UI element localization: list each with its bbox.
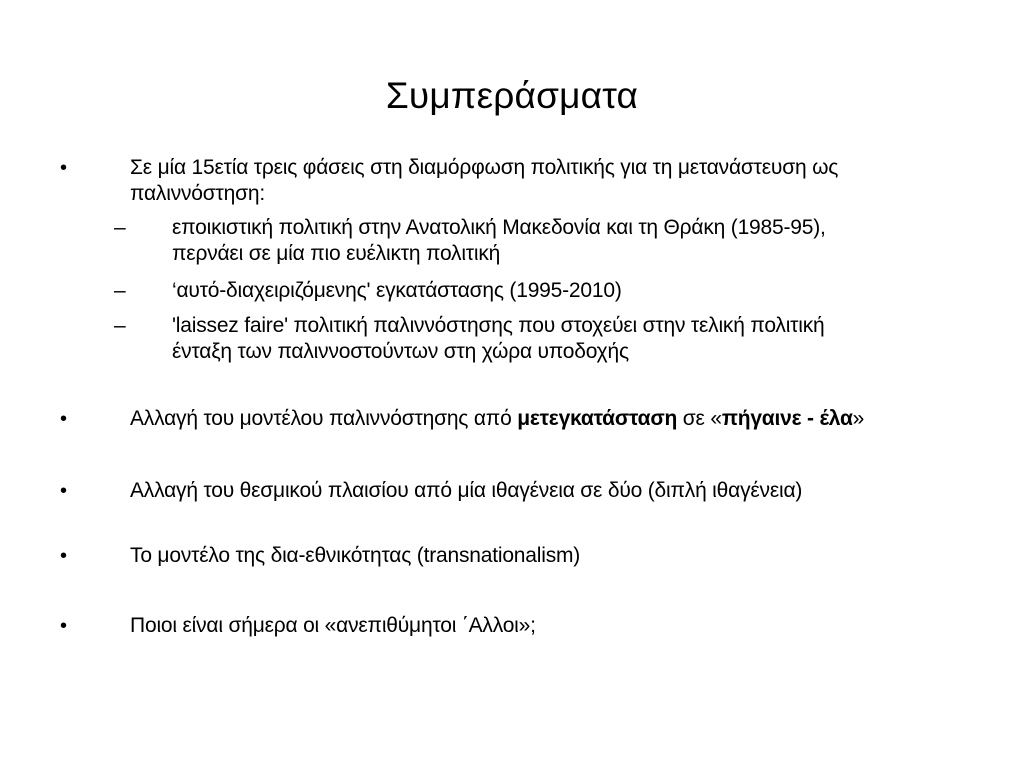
subitem-line: ένταξη των παλιννοστούντων στη χώρα υποδοχής [172, 340, 629, 363]
dash-marker: – [114, 216, 126, 239]
bullet-line: Αλλαγή του θεσμικού πλαισίου από μία ιθαγένεια σε δύο (διπλή ιθαγένεια) [130, 479, 803, 502]
subitem-line: 'laissez faire' πολιτική παλιννόστησης που στοχεύει στην τελική πολιτική [172, 314, 825, 337]
bullet-line: Ποιοι είναι σήμερα οι «ανεπιθύμητοι ΄Αλλοι»; [130, 614, 536, 637]
dash-marker: – [114, 279, 126, 302]
subitem-line: περνάει σε μία πιο ευέλικτη πολιτική [172, 242, 501, 265]
bullet-text: » [852, 407, 865, 430]
bullet-line: Το μοντέλο της δια-εθνικότητας (transnationalism) [130, 544, 581, 567]
bold-term-relocation: μετεγκατάσταση [517, 407, 678, 430]
bullet-marker: • [60, 615, 68, 637]
bullet-line: παλιννόστηση: [130, 182, 265, 205]
bullet-marker: • [60, 545, 68, 567]
bullet-marker: • [60, 480, 68, 502]
dash-marker: – [114, 314, 126, 337]
bullet-text: Αλλαγή του μοντέλου παλιννόστησης από [130, 407, 518, 430]
bullet-line [130, 406, 864, 432]
slide-title: Συμπεράσματα [385, 75, 639, 116]
bold-term-go-come: πήγαινε - έλα [721, 407, 853, 430]
bullet-marker: • [60, 157, 68, 179]
subitem-line: ‘αυτό-διαχειριζόμενης' εγκατάστασης (1995-2010) [172, 279, 622, 302]
bullet-text: σε « [677, 407, 722, 430]
bullet-marker: • [60, 408, 68, 430]
subitem-line: εποικιστική πολιτική στην Ανατολική Μακεδονία και τη Θράκη (1985-95), [172, 216, 826, 239]
bullet-line: Σε μία 15ετία τρεις φάσεις στη διαμόρφωση πολιτικής για τη μετανάστευση ως [130, 156, 839, 179]
